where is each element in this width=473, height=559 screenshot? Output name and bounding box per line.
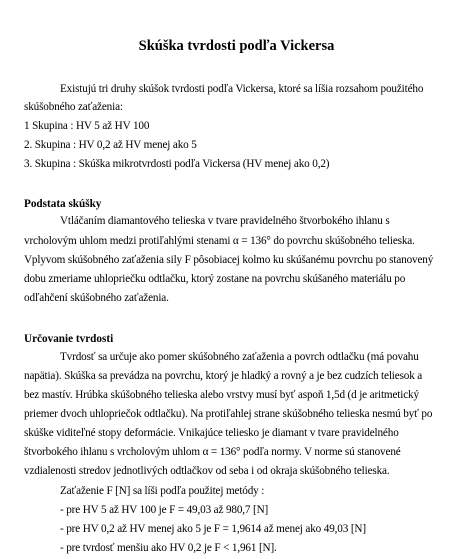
group-item-1: 1 Skupina : HV 5 až HV 100 — [24, 120, 150, 132]
group-item-3: 3. Skupina : Skúška mikrotvrdosti podľa Vickersa (HV menej ako 0,2) — [24, 158, 330, 170]
determination-line-4: priemer dvoch uhlopriečok odtlačku). Na protiľahlej strane skúšobného telieska nesmú byť po — [24, 408, 433, 420]
intro-line-1: Existujú tri druhy skúšok tvrdosti podľa Vickersa, ktoré sa líšia rozsahom použitého — [60, 83, 424, 95]
document-title: Skúška tvrdosti podľa Vickersa — [138, 38, 335, 54]
method-item-1: - pre HV 5 až HV 100 je F = 49,03 až 980,7 [N] — [60, 504, 269, 516]
determination-line-1: Tvrdosť sa určuje ako pomer skúšobného zaťaženia a povrch odtlačku (má povahu — [60, 351, 419, 363]
principle-line-2: vrcholovým uhlom medzi protiľahlými stenami α = 136° do povrchu skúšobného telieska. — [24, 235, 415, 247]
section-heading-determination: Určovanie tvrdosti — [24, 333, 114, 345]
principle-line-3: Vplyvom skúšobného zaťaženia sily F pôsobiacej kolmo ku skúšanému povrchu po stanovený — [24, 254, 434, 266]
method-item-3: - pre tvrdosť menšiu ako HV 0,2 je F < 1,961 [N]. — [60, 542, 277, 554]
group-item-2: 2. Skupina : HV 0,2 až HV menej ako 5 — [24, 139, 197, 151]
section-heading-principle: Podstata skúšky — [24, 198, 102, 210]
load-intro-line: Zaťaženie F [N] sa líši podľa použitej metódy : — [60, 485, 265, 497]
determination-line-3: bez mastív. Hrúbka skúšobného telieska alebo vrstvy musí byť aspoň 1,5d (d je aritmetický — [24, 389, 419, 401]
determination-line-7: vzdialenosti stredov jednotlivých odtlačkov od seba i od okraja skúšobného telieska. — [24, 465, 390, 477]
method-item-2: - pre HV 0,2 až HV menej ako 5 je F = 1,9614 až menej ako 49,03 [N] — [60, 523, 366, 535]
intro-line-2: skúšobného zaťaženia: — [24, 101, 123, 113]
determination-line-2: napätia). Skúška sa prevádza na povrchu, ktorý je hladký a rovný a je bez cudzích teliesok a — [24, 370, 423, 382]
principle-line-5: odľahčení skúšobného zaťaženia. — [24, 292, 169, 304]
principle-line-1: Vtláčaním diamantového telieska v tvare pravidelného štvorbokého ihlanu s — [60, 215, 390, 227]
principle-line-4: dobu zmeriame uhlopriečku odtlačku, ktorý zostane na povrchu skúšaného materiálu po — [24, 273, 406, 285]
determination-line-5: skúške viditeľné stopy deformácie. Vnikajúce teliesko je diamant v tvare pravidelného — [24, 427, 399, 439]
determination-line-6: štvorbokého ihlanu s vrcholovým uhlom α = 136° podľa normy. V norme sú stanovené — [24, 446, 401, 458]
